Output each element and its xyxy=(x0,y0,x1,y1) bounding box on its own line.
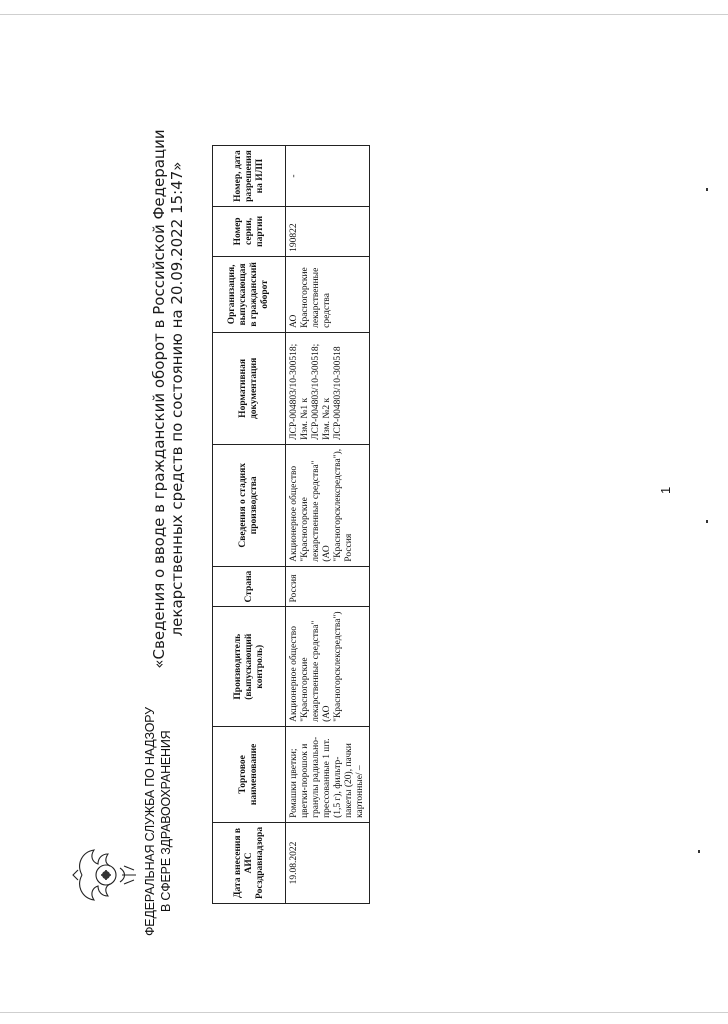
column-header: Организация, выпускающая в гражданский оборот xyxy=(213,256,286,332)
title-line-1: «Сведения о вводе в гражданский оборот в Российской Федерации xyxy=(150,129,168,669)
column-header: Сведения о стадиях производства xyxy=(213,444,286,566)
cell-date: 19.08.2022 xyxy=(286,822,370,903)
registry-table xyxy=(212,145,370,904)
title-line-2: лекарственных средств по состоянию на 20.09.2022 15:47» xyxy=(168,161,186,637)
cell-permit: - xyxy=(286,146,370,207)
document-title xyxy=(150,119,186,679)
cell-organization: АО Красногорские лекарственные средства xyxy=(286,256,370,332)
agency-line-2: В СФЕРЕ ЗДРАВООХРАНЕНИЯ xyxy=(159,730,173,912)
agency-name xyxy=(142,676,174,936)
cell-stages: Акционерное общество "Красногорские лекарственные средства" (АО "Красногорсклексредства"), Россия xyxy=(286,444,370,566)
column-header: Дата внесения в АИС Росздравнадзора xyxy=(213,822,286,903)
column-header: Номер серии, партии xyxy=(213,206,286,256)
column-header: Номер, дата разрешения на ИЛП xyxy=(213,146,286,207)
cell-country: Россия xyxy=(286,566,370,607)
column-header: Торговое наименование xyxy=(213,726,286,822)
page-number: 1 xyxy=(658,486,673,494)
eagle-emblem-icon xyxy=(72,846,138,904)
column-header: Производитель (выпускающий контроль) xyxy=(213,607,286,726)
table-header-row xyxy=(213,146,286,904)
table-row xyxy=(286,146,370,904)
cell-normative-doc: ЛСР-004803/10-300518; Изм. №1 к ЛСР-004803/10-300518; Изм. №2 к ЛСР-004803/10-300518 xyxy=(286,332,370,444)
cell-batch: 190822 xyxy=(286,206,370,256)
column-header: Страна xyxy=(213,566,286,607)
column-header: Нормативная документация xyxy=(213,332,286,444)
cell-manufacturer: Акционерное общество "Красногорские лекарственные средства" (АО "Красногорсклексредства") xyxy=(286,607,370,726)
agency-line-1: ФЕДЕРАЛЬНАЯ СЛУЖБА ПО НАДЗОРУ xyxy=(143,707,157,936)
cell-trade-name: Ромашки цветки; цветки-порошок и гранулы радиально-прессованные 1 шт. (1,5 г), фильтр-пакеты (20), пачки картонные/ – xyxy=(286,726,370,822)
